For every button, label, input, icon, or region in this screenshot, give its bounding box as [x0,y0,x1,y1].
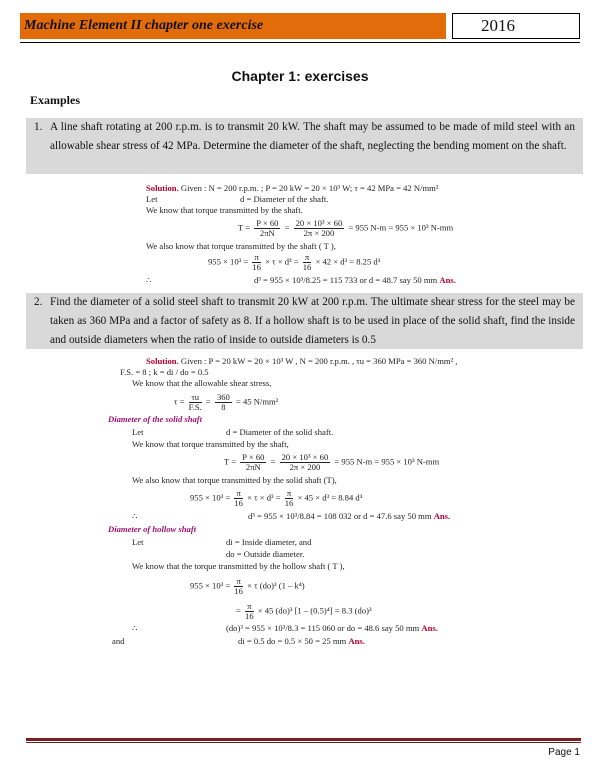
hollow-equation-2: = $\frac{\pi}{16}$ × 45 (do)³ [1 – (0.5)⁴] = 8.3 (do)³ [236,601,372,621]
question-1-box [26,118,583,174]
and-label: and [112,636,125,646]
solution-label: Solution. [146,356,179,366]
page-number: Page 1 [548,747,580,758]
also-statement: We also know that torque transmitted by the solid shaft (T), [132,475,337,485]
torque-equation: T = $\frac{P \times 60}{2\pi N}$ = $\frac{\text{20 × 10³ × 60}}{2\pi \times 200}$ = 955 N-m = 955 × 10³ N-mm [224,452,440,472]
inside-result-line: di = 0.5 do = 0.5 × 50 = 25 mm Ans. [238,636,365,646]
hollow-torque-statement: We know that the torque transmitted by the hollow shaft ( T ), [132,561,345,571]
solution-2 [100,356,580,718]
therefore-symbol: ∴ [132,511,138,521]
given-text: Given : P = 20 kW = 20 × 10³ W , N = 200 r.p.m. , τu = 360 MPa = 360 N/mm² , [180,356,458,366]
header-rule [20,42,580,43]
chapter-title: Chapter 1: exercises [231,68,369,84]
given-text-2: F.S. = 8 ; k = di / do = 0.5 [120,367,209,377]
di-definition: di = Inside diameter, and [226,537,312,547]
solution-label: Solution. [146,183,179,193]
question-text: A line shaft rotating at 200 r.p.m. is to transmit 20 kW. The shaft may be assumed to be made of mild steel with an allowable shear stress of 42 MPa. Determine the diameter of the shaft, neglecting the bending moment on the shaft. [50,121,575,152]
allowable-equation: τ = $\frac{\tau u}{F.S.}$ = $\frac{360}{8}$ = 45 N/mm² [174,392,279,412]
let-label: Let [132,537,144,547]
solid-shaft-heading: Diameter of the solid shaft [108,414,203,424]
question-text: Find the diameter of a solid steel shaft to transmit 20 kW at 200 r.p.m. The ultimate shear stress for the steel may be taken as 360 MPa and a factor of safety as 8. If a hollow shaft is to be used in place of the solid shaft, find the inside and outside diameters when the ratio of inside to outside diameters is 0.5 [50,296,575,346]
let-label: Let [132,427,144,437]
therefore-symbol: ∴ [146,275,152,285]
torque-statement: We know that torque transmitted by the shaft, [132,439,289,449]
footer-rule [26,738,581,741]
also-statement: We also know that torque transmitted by the shaft ( T ), [146,241,336,251]
allowable-statement: We know that the allowable shear stress, [132,378,272,388]
do-definition: do = Outside diameter. [226,549,305,559]
hollow-result-line: (do)³ = 955 × 10³/8.3 = 115 060 or do = 48.6 say 50 mm Ans. [226,623,438,633]
stress-equation: 955 × 10³ = $\frac{\pi}{16}$ × τ × d³ = $\frac{\pi}{16}$ × 42 × d³ = 8.25 d³ [208,252,381,272]
header-year: 2016 [452,13,580,39]
given-text: Given : N = 200 r.p.m. ; P = 20 kW = 20 × 10³ W; τ = 42 MPa = 42 N/mm² [180,183,439,193]
solid-result-line: d³ = 955 × 10³/8.84 = 108 032 or d = 47.6 say 50 mm Ans. [248,511,451,521]
hollow-shaft-heading: Diameter of hollow shaft [108,524,197,534]
question-number: 2. [34,296,43,308]
solution-1 [120,183,580,287]
stress-equation: 955 × 10³ = $\frac{\pi}{16}$ × τ × d³ = $\frac{\pi}{16}$ × 45 × d³ = 8.84 d³ [190,488,363,508]
hollow-equation-1: 955 × 10³ = $\frac{\pi}{16}$ × τ (do)³ (1 – k⁴) [190,576,305,596]
question-number: 1. [34,121,43,133]
footer-rule-thin [26,742,581,743]
therefore-symbol: ∴ [132,623,138,633]
header-title: Machine Element II chapter one exercise [20,13,446,39]
result-line: d³ = 955 × 10³/8.25 = 115 733 or d = 48.7 say 50 mm Ans. [254,275,456,285]
let-label: Let [146,194,158,204]
section-heading: Examples [30,93,81,107]
d-definition: d = Diameter of the solid shaft. [226,427,334,437]
question-2-box [26,293,583,349]
d-definition: d = Diameter of the shaft. [240,194,329,204]
torque-statement: We know that torque transmitted by the shaft. [146,205,303,215]
torque-equation: T = $\frac{P \times 60}{2\pi N}$ = $\frac{\text{20 × 10³ × 60}}{2\pi \times 200}$ = 955 N-m = 955 × 10³ N-mm [238,218,454,238]
